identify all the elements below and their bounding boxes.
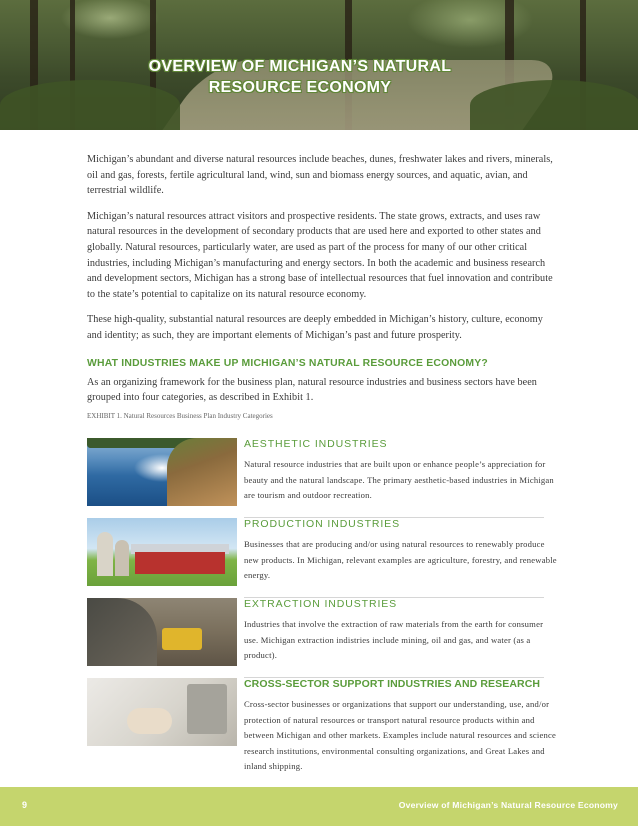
category-title: AESTHETIC INDUSTRIES [244, 438, 388, 450]
category-cross-sector [87, 678, 557, 778]
section-heading: WHAT INDUSTRIES MAKE UP MICHIGAN’S NATURAL RESOURCE ECONOMY? [87, 357, 488, 369]
hero-banner [0, 0, 638, 130]
main-content [87, 152, 553, 428]
page-title-line2: RESOURCE ECONOMY [208, 79, 392, 96]
category-title: PRODUCTION INDUSTRIES [244, 518, 400, 530]
intro-paragraph: Michigan’s natural resources attract visitors and prospective residents. The state grows, extracts, and uses raw natural resources in the development of secondary products that are used here and exported to other states and globally. Natural resources, particularly water, are used as part of the process for many of our other critical industries, including Michigan’s manufacturing and energy sectors. In both the academic and business research and development sectors, Michigan has a strong base of intellectual resources that fuel innovation and contribute to the state’s potential to capitalize on its natural resource economy. [87, 210, 553, 300]
category-description: Cross-sector businesses or organizations that support our understanding, use, and/or protection of natural resources or transport natural resource products within and between Michigan and other markets. Examples include natural resources and science research institutions, environmental consulting organizations, and Great Lakes and inland shipping. [244, 699, 557, 772]
coastline-photo [87, 438, 237, 506]
page-title [100, 56, 500, 98]
footer-title: Overview of Michigan’s Natural Resource Economy [398, 800, 618, 810]
category-aesthetic [87, 438, 557, 518]
category-production [87, 518, 557, 598]
section-intro: As an organizing framework for the business plan, natural resource industries and business sectors have been grouped into four categories, as described in Exhibit 1. [87, 376, 537, 404]
category-description: Natural resource industries that are built upon or enhance people’s appreciation for beauty and the natural landscape. The primary aesthetic-based industries in Michigan are tourism and outdoor recreation. [244, 459, 554, 501]
category-title: CROSS-SECTOR SUPPORT INDUSTRIES AND RESEARCH [244, 678, 541, 690]
category-title: EXTRACTION INDUSTRIES [244, 598, 398, 610]
category-description: Industries that involve the extraction of raw materials from the earth for consumer use. Michigan extraction indistries include mining, oil and gas, and water (as a product). [244, 619, 544, 661]
page-footer [0, 787, 638, 826]
laboratory-photo [87, 678, 237, 746]
page-title-line1: OVERVIEW OF MICHIGAN’S NATURAL [148, 58, 452, 75]
intro-paragraph: Michigan’s abundant and diverse natural resources include beaches, dunes, freshwater lakes and rivers, minerals, oil and gas, forests, fertile agricultural land, wind, sun and biomass energy sources, and aquatic, avian, and terrestrial wildlife. [87, 154, 553, 197]
category-description: Businesses that are producing and/or using natural resources to renewably produce new products. In Michigan, relevant examples are agriculture, forestry, and renewable energy. [244, 539, 557, 581]
page-number: 9 [22, 800, 28, 810]
intro-paragraph: These high-quality, substantial natural resources are deeply embedded in Michigan’s history, culture, economy and identity; as such, they are important elements of Michigan’s past and future prosperity. [87, 314, 543, 341]
farm-photo [87, 518, 237, 586]
mining-photo [87, 598, 237, 666]
category-extraction [87, 598, 557, 678]
exhibit-caption: EXHIBIT 1. Natural Resources Business Plan Industry Categories [87, 411, 273, 420]
